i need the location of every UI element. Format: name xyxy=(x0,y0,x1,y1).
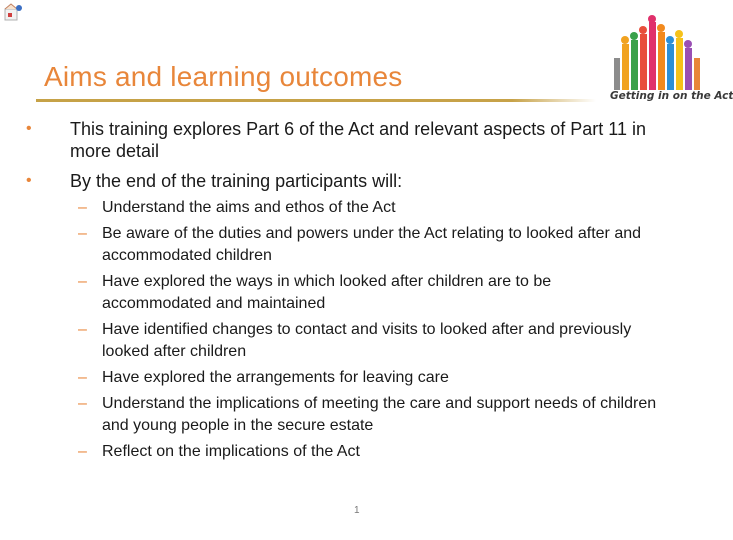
sub-bullet-text: Have explored the ways in which looked after children are to be accommodated and maintained xyxy=(102,273,552,312)
sub-bullet-text: Have explored the arrangements for leaving care xyxy=(102,369,449,386)
bullet-text: By the end of the training participants will: xyxy=(70,171,403,191)
dash-marker: – xyxy=(78,199,87,216)
dash-marker: – xyxy=(78,225,87,242)
sub-bullet-text: Have identified changes to contact and visits to looked after and previously looked after children xyxy=(102,321,632,360)
bullet-marker: • xyxy=(26,172,32,189)
logo-caption: Getting in on the Act xyxy=(610,90,733,102)
dash-marker: – xyxy=(78,321,87,338)
sub-bullet-text: Reflect on the implications of the Act xyxy=(102,443,360,460)
sub-bullet-text: Be aware of the duties and powers under the Act relating to looked after and accommodated children xyxy=(102,225,642,264)
bullet-marker: • xyxy=(26,120,32,137)
dash-marker: – xyxy=(78,395,87,412)
dash-marker: – xyxy=(78,273,87,290)
slide-title: Aims and learning outcomes xyxy=(44,61,403,92)
bullet-text: This training explores Part 6 of the Act and relevant aspects of Part 11 in more detail xyxy=(70,119,646,161)
dash-marker: – xyxy=(78,443,87,460)
page-number: 1 xyxy=(354,505,360,516)
dash-marker: – xyxy=(78,369,87,386)
sub-bullet-text: Understand the aims and ethos of the Act xyxy=(102,199,396,216)
sub-bullet-text: Understand the implications of meeting the care and support needs of children and young people in the secure estate xyxy=(102,395,657,434)
